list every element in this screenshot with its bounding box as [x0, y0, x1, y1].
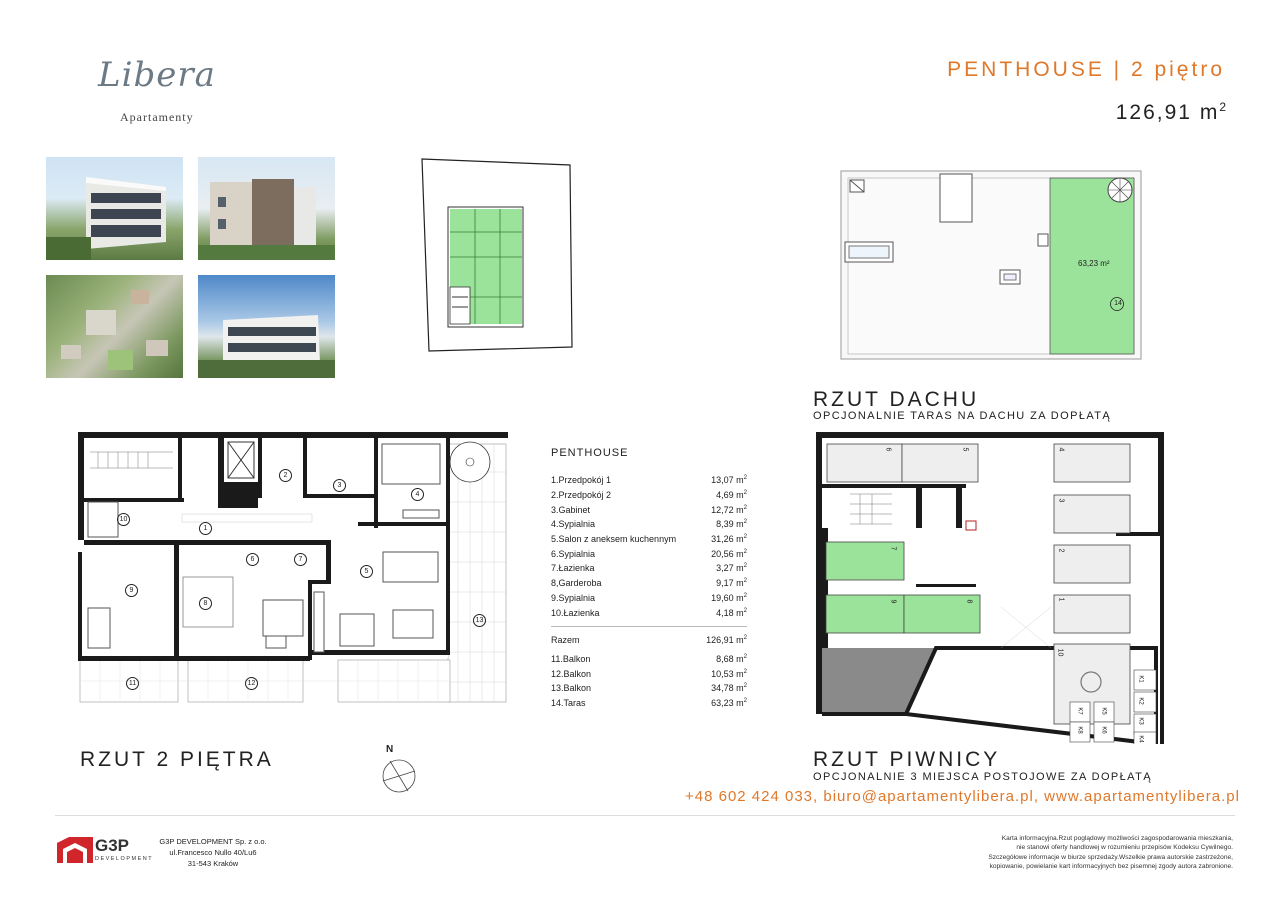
storage-K4: K4	[1137, 735, 1144, 743]
room-name: 9.Sypialnia	[551, 592, 596, 603]
building-render-photo-2	[198, 157, 335, 260]
roof-terrace-area: 63,23 m²	[1078, 259, 1110, 268]
outdoor-name: 12.Balkon	[551, 668, 592, 679]
compass-north-label: N	[386, 744, 394, 755]
spot-label-7: 7	[889, 546, 897, 551]
company-address	[148, 836, 278, 869]
room-label-8: 8	[199, 597, 212, 610]
outdoor-row	[551, 652, 747, 667]
outdoor-name: 13.Balkon	[551, 683, 592, 694]
room-row	[551, 605, 747, 620]
room-row	[551, 591, 747, 606]
room-table-heading: PENTHOUSE	[551, 447, 629, 459]
room-label-6: 6	[246, 553, 259, 566]
g3p-logo-icon	[57, 837, 93, 863]
total-area-unit: 2	[1219, 100, 1228, 114]
logo-subtitle: Apartamenty	[120, 110, 194, 124]
storage-K7: K7	[1076, 707, 1083, 715]
table-divider	[551, 626, 747, 627]
room-row	[551, 517, 747, 532]
outdoor-area: 34,78 $m^2$	[711, 683, 747, 694]
storage-K8: K8	[1076, 726, 1083, 734]
outdoor-row	[551, 696, 747, 711]
room-table	[551, 447, 747, 710]
room-area: 12,72 $m^2$	[711, 504, 747, 515]
roof-title: RZUT DACHU	[813, 388, 980, 411]
room-area: 9,17 $m^2$	[716, 578, 747, 589]
storage-K5: K5	[1100, 707, 1107, 715]
spot-label-2: 2	[1057, 548, 1065, 553]
room-area: 20,56 $m^2$	[711, 548, 747, 559]
disclaimer-line: Szczegółowe informacje w biurze sprzedaży.Wszelkie prawa autorskie zastrzeżone,	[988, 853, 1233, 861]
room-label-12: 12	[245, 677, 258, 690]
room-label-2: 2	[279, 469, 292, 482]
spot-label-3: 3	[1057, 498, 1065, 503]
outdoor-row	[551, 666, 747, 681]
total-row	[551, 633, 747, 648]
outdoor-area: 10,53 $m^2$	[711, 668, 747, 679]
g3p-logo-subtext: DEVELOPMENT	[95, 856, 154, 862]
outdoor-name: 14.Taras	[551, 697, 586, 708]
room-row	[551, 502, 747, 517]
total-area-value: 126,91 m	[1115, 101, 1220, 124]
libera-logo	[90, 55, 216, 125]
outdoor-name: 11.Balkon	[551, 653, 591, 664]
room-name: 1.Przedpokój 1	[551, 475, 612, 486]
roof-terrace-number: 14	[1114, 300, 1122, 307]
storage-K1: K1	[1137, 675, 1144, 683]
room-name: 7.Łazienka	[551, 563, 595, 574]
room-label-7: 7	[294, 553, 307, 566]
room-label-13: 13	[473, 614, 486, 627]
contact-info[interactable]: +48 602 424 033, biuro@apartamentylibera.pl, www.apartamentylibera.pl	[685, 788, 1240, 805]
room-name: 3.Gabinet	[551, 504, 591, 515]
legal-disclaimer	[953, 834, 1233, 871]
company-street: ul.Francesco Nullo 40/Lu6	[169, 848, 257, 857]
room-list	[551, 473, 747, 620]
room-name: 2.Przedpokój 2	[551, 490, 612, 501]
g3p-logo-text: G3P	[95, 836, 130, 855]
spot-label-8: 8	[965, 599, 973, 604]
disclaimer-line: Karta informacyjna.Rzut poglądowy możliwości zagospodarowania mieszkania,	[1001, 835, 1233, 842]
floor-title: RZUT 2 PIĘTRA	[80, 748, 274, 771]
spot-label-9: 9	[889, 599, 897, 604]
disclaimer-line: nie stanowi oferty handlowej w rozumieniu przepisów Kodeksu Cywilnego.	[1016, 844, 1233, 852]
basement-plan	[816, 432, 1166, 744]
room-label-5: 5	[360, 565, 373, 578]
company-city: 31-543 Kraków	[187, 859, 239, 868]
room-area: 8,39 $m^2$	[716, 519, 747, 530]
room-area: 19,60 $m^2$	[711, 592, 747, 603]
room-row	[551, 546, 747, 561]
company-name: G3P DEVELOPMENT Sp. z o.o.	[159, 837, 267, 846]
floor-plan	[78, 432, 510, 704]
room-label-3: 3	[333, 479, 346, 492]
compass-icon	[380, 757, 418, 795]
room-row	[551, 576, 747, 591]
roof-subtitle: OPCJONALNIE TARAS NA DACHU ZA DOPŁATĄ	[813, 410, 1112, 422]
outdoor-area: 63,23 $m^2$	[711, 697, 747, 708]
room-label-4: 4	[411, 488, 424, 501]
outdoor-area: 8,68 $m^2$	[716, 653, 747, 664]
total-area	[1116, 100, 1228, 125]
spot-label-6: 6	[884, 447, 892, 452]
room-name: 5.Salon z aneksem kuchennym	[551, 534, 677, 545]
room-row	[551, 532, 747, 547]
storage-K6: K6	[1100, 726, 1107, 734]
room-name: 10.Łazienka	[551, 607, 600, 618]
room-area: 3,27 $m^2$	[716, 563, 747, 574]
room-name: 4.Sypialnia	[551, 519, 596, 530]
building-render-photo-1	[46, 157, 183, 260]
spot-label-1: 1	[1057, 597, 1065, 602]
spot-label-10: 10	[1056, 648, 1064, 657]
logo-script: Libera	[98, 55, 216, 95]
room-label-1: 1	[199, 522, 212, 535]
basement-title: RZUT PIWNICY	[813, 748, 1001, 771]
room-name: 6.Sypialnia	[551, 548, 596, 559]
storage-K3: K3	[1137, 717, 1144, 725]
room-row	[551, 473, 747, 488]
spot-label-4: 4	[1057, 447, 1065, 452]
room-row	[551, 488, 747, 503]
page-title: PENTHOUSE | 2 piętro	[947, 58, 1225, 81]
outdoor-list	[551, 652, 747, 711]
room-label-10: 10	[117, 513, 130, 526]
room-name: 8,Garderoba	[551, 578, 602, 589]
room-area: 4,18 $m^2$	[716, 607, 747, 618]
room-area: 31,26 $m^2$	[711, 534, 747, 545]
room-label-11: 11	[126, 677, 139, 690]
building-render-photo-3	[198, 275, 335, 378]
room-area: 13,07 $m^2$	[711, 475, 747, 486]
basement-subtitle: OPCJONALNIE 3 MIEJSCA POSTOJOWE ZA DOPŁATĄ	[813, 771, 1152, 783]
storage-K2: K2	[1137, 697, 1144, 705]
spot-label-5: 5	[961, 447, 969, 452]
site-plan	[420, 157, 575, 355]
aerial-photo	[46, 275, 183, 378]
total-area: 126,91 $m^2$	[706, 635, 747, 646]
disclaimer-line: kopiowanie, powielanie kart informacyjnych bez pisemnej zgody autora zabronione.	[989, 862, 1233, 870]
total-label: Razem	[551, 635, 580, 646]
footer-divider	[55, 815, 1235, 816]
outdoor-row	[551, 681, 747, 696]
room-row	[551, 561, 747, 576]
room-area: 4,69 $m^2$	[716, 490, 747, 501]
room-label-9: 9	[125, 584, 138, 597]
